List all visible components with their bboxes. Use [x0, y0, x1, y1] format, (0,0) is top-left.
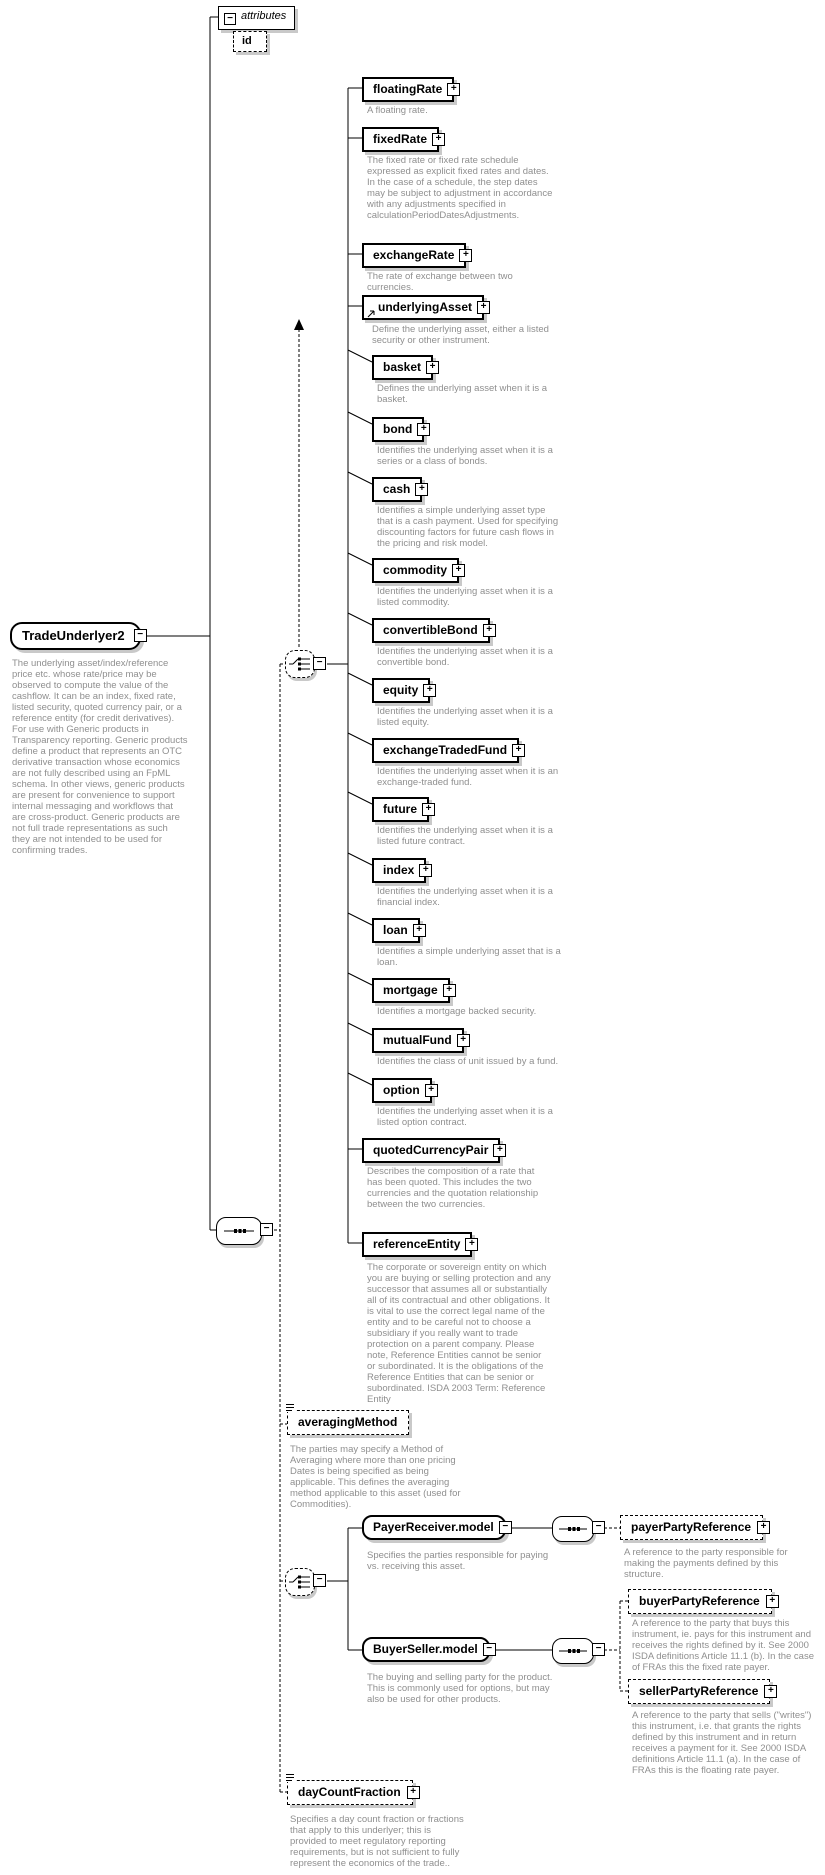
annotation: Identifies a simple underlying asset that is a loan. [377, 946, 561, 968]
annotation: Identifies the underlying asset when it is a listed equity. [377, 706, 553, 728]
annotation: The corporate or sovereign entity on which you are buying or selling protection and any successor that assumes all or substantially all of its contractual and other obligations. It is vital to use the correct legal name of the entity and to be careful not to choose a subsidiary if you really want to trade protection on a parent company. Please note, Reference Entities cannot be senior or subordinated. It is the obligations of the Reference Entities that can be senior or subordinated. ISDA 2003 Term: Reference Entity [367, 1262, 551, 1405]
annotation: Specifies a day count fraction or fractions that apply to this underlyer; this is provided to meet regulatory reporting requirements, but is not sufficient to fully represent the economics of the trade.. [290, 1814, 464, 1869]
expand-icon[interactable]: + [425, 1084, 438, 1097]
element-reference-entity[interactable] [362, 1232, 475, 1257]
annotation: Identifies the underlying asset when it is a listed future contract. [377, 825, 553, 847]
expand-icon[interactable]: + [757, 1521, 770, 1534]
element-name: option [383, 1083, 420, 1097]
element-name: bond [383, 422, 413, 436]
element-name: TradeUnderlyer2 [22, 628, 125, 643]
element-name: buyerPartyReference [639, 1594, 760, 1608]
group-name: BuyerSeller.model [373, 1642, 478, 1656]
expand-icon[interactable]: + [766, 1595, 779, 1608]
expand-icon[interactable]: + [426, 361, 439, 374]
element-bond[interactable] [372, 417, 427, 442]
annotation: Identifies a simple underlying asset type that is a cash payment. Used for specifying discounting factors for future cash flows in the pricing and risk model. [377, 505, 559, 549]
element-exchange-traded-fund[interactable] [372, 738, 522, 763]
annotation: Identifies a mortgage backed security. [377, 1006, 537, 1017]
annotation: Describes the composition of a rate that has been quoted. This includes the two currencies and the quotation relationship between the two currencies. [367, 1166, 539, 1210]
expand-icon[interactable]: + [413, 924, 426, 937]
expand-icon[interactable]: + [419, 864, 432, 877]
annotation: Identifies the underlying asset when it is an exchange-traded fund. [377, 766, 559, 788]
element-name: payerPartyReference [631, 1520, 752, 1534]
annotation: Identifies the underlying asset when it is a listed option contract. [377, 1106, 553, 1128]
collapse-icon[interactable]: − [134, 629, 147, 642]
sequence-collapse-button[interactable]: − [592, 1521, 605, 1534]
annotation: Define the underlying asset, either a listed security or other instrument. [372, 324, 549, 346]
annotation: The fixed rate or fixed rate schedule expressed as explicit fixed rates and dates. In the case of a schedule, the step dates may be subject to adjustment in accordance with any adjustments specified in calculationPeriodDatesAdjustments. [367, 155, 553, 221]
element-exchange-rate[interactable] [362, 243, 469, 268]
collapse-icon[interactable]: − [499, 1521, 512, 1534]
collapse-icon[interactable]: − [224, 13, 236, 25]
element-mortgage[interactable] [372, 978, 453, 1003]
expand-icon[interactable]: + [477, 301, 490, 314]
expand-icon[interactable]: + [512, 744, 525, 757]
element-convertible-bond[interactable] [372, 618, 493, 643]
element-fixed-rate[interactable] [362, 127, 442, 152]
element-buyer-party-reference[interactable] [628, 1589, 776, 1614]
expand-icon[interactable]: + [443, 984, 456, 997]
sequence-compositor-payer-receiver[interactable] [552, 1516, 594, 1542]
expand-icon[interactable]: + [423, 684, 436, 697]
sequence-icon [558, 1524, 588, 1534]
element-name: averagingMethod [298, 1415, 398, 1429]
element-name: fixedRate [373, 132, 428, 146]
expand-icon[interactable]: + [422, 803, 435, 816]
annotation: Identifies the underlying asset when it is a series or a class of bonds. [377, 445, 553, 467]
attributes-box[interactable] [218, 6, 295, 30]
element-future[interactable] [372, 797, 432, 822]
collapse-icon[interactable]: − [483, 1643, 496, 1656]
element-name: cash [383, 482, 411, 496]
element-equity[interactable] [372, 678, 433, 703]
sequence-collapse-button[interactable]: − [260, 1223, 273, 1236]
element-floating-rate[interactable] [362, 77, 457, 102]
choice-icon [289, 656, 311, 672]
attribute-id[interactable] [233, 31, 267, 52]
expand-icon[interactable]: + [465, 1238, 478, 1251]
element-name: convertibleBond [383, 623, 478, 637]
element-index[interactable] [372, 858, 429, 883]
annotation: The rate of exchange between two currencies. [367, 271, 513, 293]
annotation: Specifies the parties responsible for paying vs. receiving this asset. [367, 1550, 549, 1572]
sequence-compositor-buyer-seller[interactable] [552, 1638, 594, 1664]
element-day-count-fraction[interactable] [287, 1780, 417, 1805]
annotation: The buying and selling party for the product. This is commonly used for options, but may also be used for other products. [367, 1672, 553, 1705]
expand-icon[interactable]: + [764, 1685, 777, 1698]
annotation: The parties may specify a Method of Averaging where more than one pricing Dates is being specified as being applicable. This defines the averaging method applicable to this asset (used for Commodities). [290, 1444, 461, 1510]
expand-icon[interactable]: + [459, 249, 472, 262]
element-name: referenceEntity [373, 1237, 461, 1251]
element-name: quotedCurrencyPair [373, 1143, 489, 1157]
element-name: equity [383, 683, 419, 697]
sequence-icon [223, 1226, 255, 1236]
element-commodity[interactable] [372, 558, 462, 583]
choice-compositor-assets[interactable] [285, 650, 315, 678]
expand-icon[interactable]: + [457, 1034, 470, 1047]
element-basket[interactable] [372, 355, 436, 380]
group-name: PayerReceiver.model [373, 1520, 494, 1534]
element-mutual-fund[interactable] [372, 1028, 467, 1053]
attribute-name: id [242, 35, 252, 47]
element-name: basket [383, 360, 422, 374]
substitution-head-arrow-icon [366, 308, 376, 318]
expand-icon[interactable]: + [432, 133, 445, 146]
element-name: sellerPartyReference [639, 1684, 759, 1698]
element-name: exchangeRate [373, 248, 455, 262]
choice-collapse-button[interactable]: − [313, 1574, 326, 1587]
element-seller-party-reference[interactable] [628, 1679, 774, 1704]
element-trade-underlyer2[interactable] [10, 622, 144, 650]
annotation: Identifies the class of unit issued by a fund. [377, 1056, 559, 1067]
element-payer-party-reference[interactable] [620, 1515, 767, 1540]
simple-content-icon [285, 1773, 296, 1782]
element-name: floatingRate [373, 82, 443, 96]
expand-icon[interactable]: + [493, 1144, 506, 1157]
expand-icon[interactable]: + [452, 564, 465, 577]
expand-icon[interactable]: + [407, 1786, 420, 1799]
choice-collapse-button[interactable]: − [313, 657, 326, 670]
element-name: future [383, 802, 417, 816]
annotation: Identifies the underlying asset when it is a listed commodity. [377, 586, 553, 608]
element-name: commodity [383, 563, 448, 577]
element-name: index [383, 863, 415, 877]
element-name: underlyingAsset [378, 300, 473, 314]
annotation: A reference to the party responsible for making the payments defined by this structure. [624, 1547, 788, 1580]
element-name: dayCountFraction [298, 1785, 401, 1799]
group-payer-receiver-model[interactable] [362, 1515, 509, 1540]
attributes-label: attributes [241, 10, 287, 22]
sequence-icon [558, 1646, 588, 1656]
annotation: Identifies the underlying asset when it is a financial index. [377, 886, 553, 908]
substitution-group-arrow-icon [294, 319, 304, 330]
annotation-root: The underlying asset/index/reference price etc. whose rate/price may be observed to compute the value of the cashflow. It can be an index, fixed rate, listed security, quoted currency pair, or a reference entity (for credit derivatives). For use with Generic products in Transparency reporting. Generic products define a product that represents an OTC derivative transaction whose economics are not fully described using an FpML schema. In other views, generic products are present for convenience to support internal messaging and workflows that are cross-product. Generic products are not full trade representations as such they are not intended to be used for confirming trades. [12, 658, 188, 856]
annotation: A reference to the party that buys this instrument, ie. pays for this instrument and receives the rights defined by it. See 2000 ISDA definitions Article 11.1 (b). In the case of FRAs this the fixed rate payer. [632, 1618, 815, 1673]
expand-icon[interactable]: + [447, 83, 460, 96]
expand-icon[interactable]: + [417, 423, 430, 436]
element-option[interactable] [372, 1078, 435, 1103]
element-name: loan [383, 923, 408, 937]
group-buyer-seller-model[interactable] [362, 1637, 493, 1662]
element-quoted-currency-pair[interactable] [362, 1138, 503, 1163]
annotation: Identifies the underlying asset when it is a convertible bond. [377, 646, 553, 668]
sequence-collapse-button[interactable]: − [592, 1643, 605, 1656]
annotation: A reference to the party that sells ("writes") this instrument, i.e. that grants the rights defined by this instrument and in return receives a payment for it. See 2000 ISDA definitions Article 11.1 (a). In the case of FRAs this is the floating rate payer. [632, 1710, 812, 1776]
sequence-compositor[interactable] [216, 1217, 262, 1245]
choice-icon [289, 1574, 311, 1590]
expand-icon[interactable]: + [483, 624, 496, 637]
element-cash[interactable] [372, 477, 425, 502]
element-name: mortgage [383, 983, 438, 997]
choice-compositor-parties[interactable] [285, 1568, 315, 1596]
simple-content-icon [285, 1403, 296, 1412]
element-loan[interactable] [372, 918, 423, 943]
expand-icon[interactable]: + [415, 483, 428, 496]
element-underlying-asset[interactable] [362, 295, 487, 320]
element-name: exchangeTradedFund [383, 743, 508, 757]
annotation: A floating rate. [367, 105, 428, 116]
element-name: mutualFund [383, 1033, 452, 1047]
annotation: Defines the underlying asset when it is a basket. [377, 383, 548, 405]
element-averaging-method[interactable] [287, 1410, 409, 1435]
